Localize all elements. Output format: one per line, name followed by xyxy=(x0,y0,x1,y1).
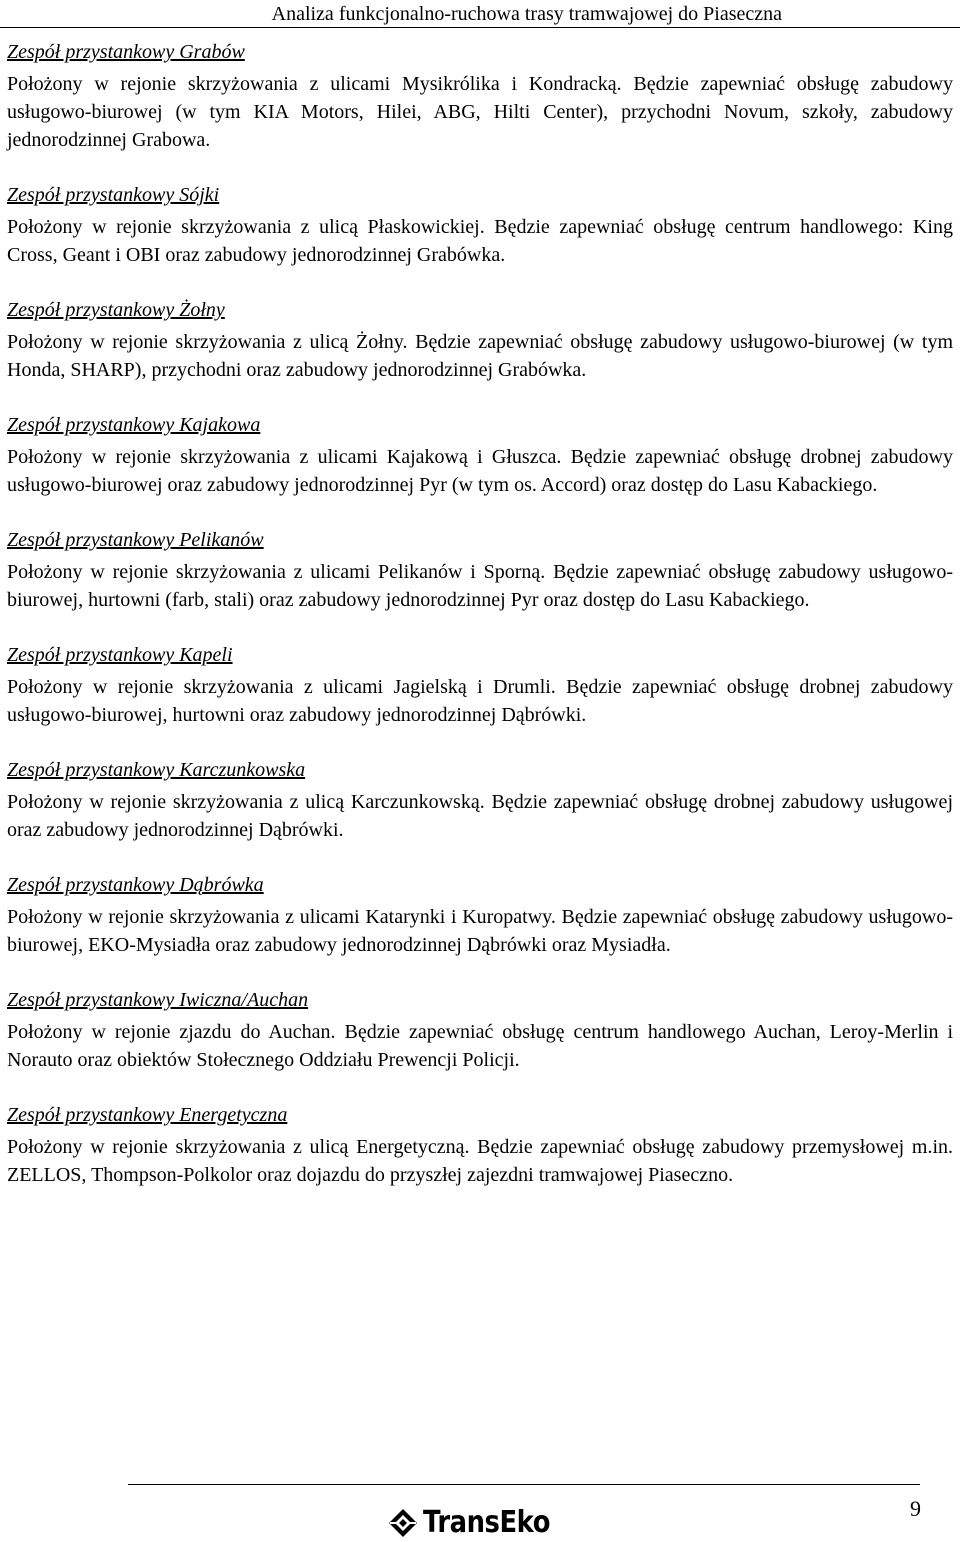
section-paragraph: Położony w rejonie skrzyżowania z ulicą Karczunkowską. Będzie zapewniać obsługę drobnej zabudowy usługowej oraz zabudowy jednorodzinnej Dąbrówki. xyxy=(7,791,953,841)
document-header-title: Analiza funkcjonalno-ruchowa trasy tramwajowej do Piaseczna xyxy=(271,3,782,25)
section-title: Zespół przystankowy Dąbrówka xyxy=(7,874,264,896)
section-paragraph: Położony w rejonie skrzyżowania z ulicami Pelikanów i Sporną. Będzie zapewniać obsługę zabudowy usługowo-biurowej, hurtowni (farb, stali) oraz zabudowy jednorodzinnej Pyr oraz dostęp do Lasu Kabackiego. xyxy=(7,561,953,611)
section-paragraph: Położony w rejonie skrzyżowania z ulicami Jagielską i Drumli. Będzie zapewniać obsługę drobnej zabudowy usługowo-biurowej, hurtowni oraz zabudowy jednorodzinnej Dąbrówki. xyxy=(7,676,953,726)
section-title: Zespół przystankowy Energetyczna xyxy=(7,1104,288,1126)
section-zolny xyxy=(7,296,953,384)
section-paragraph: Położony w rejonie skrzyżowania z ulicą Żołny. Będzie zapewniać obsługę zabudowy usługowo-biurowej (w tym Honda, SHARP), przychodni oraz zabudowy jednorodzinnej Grabówka. xyxy=(7,331,953,381)
transeko-logo xyxy=(388,1506,571,1540)
section-title: Zespół przystankowy Kapeli xyxy=(7,644,233,666)
section-energetyczna xyxy=(7,1101,953,1189)
section-title: Zespół przystankowy Żołny xyxy=(7,299,225,321)
section-dabrowka xyxy=(7,871,953,959)
section-paragraph: Położony w rejonie skrzyżowania z ulicami Mysikrólika i Kondracką. Będzie zapewniać obsługę zabudowy usługowo-biurowej (w tym KIA Motors, Hilei, ABG, Hilti Center), przychodni Novum, szkoły, zabudowy jednorodzinnej Grabowa. xyxy=(7,73,953,151)
page-header xyxy=(0,0,960,28)
section-title: Zespół przystankowy Iwiczna/Auchan xyxy=(7,989,309,1011)
footer-divider xyxy=(128,1484,920,1485)
transeko-logo-mark-icon xyxy=(388,1508,418,1538)
section-paragraph: Położony w rejonie skrzyżowania z ulicą Płaskowickiej. Będzie zapewniać obsługę centrum handlowego: King Cross, Geant i OBI oraz zabudowy jednorodzinnej Grabówka. xyxy=(7,216,953,266)
document-body xyxy=(7,38,953,1216)
section-paragraph: Położony w rejonie skrzyżowania z ulicami Katarynki i Kuropatwy. Będzie zapewniać obsługę zabudowy usługowo-biurowej, EKO-Mysiadła oraz zabudowy jednorodzinnej Dąbrówki oraz Mysiadła. xyxy=(7,906,953,956)
section-sojki xyxy=(7,181,953,269)
section-title: Zespół przystankowy Grabów xyxy=(7,41,245,63)
section-title: Zespół przystankowy Karczunkowska xyxy=(7,759,306,781)
section-karczunkowska xyxy=(7,756,953,844)
section-paragraph: Położony w rejonie skrzyżowania z ulicą Energetyczną. Będzie zapewniać obsługę zabudowy przemysłowej m.in. ZELLOS, Thompson-Polkolor oraz dojazdu do przyszłej zajezdni tramwajowej Piaseczno. xyxy=(7,1136,953,1186)
section-paragraph: Położony w rejonie zjazdu do Auchan. Będzie zapewniać obsługę centrum handlowego Auchan, Leroy-Merlin i Norauto oraz obiektów Stołecznego Oddziału Prewencji Policji. xyxy=(7,1021,953,1071)
section-pelikanow xyxy=(7,526,953,614)
section-title: Zespół przystankowy Pelikanów xyxy=(7,529,264,551)
section-kapeli xyxy=(7,641,953,729)
section-iwiczna-auchan xyxy=(7,986,953,1074)
page-number: 9 xyxy=(910,1496,921,1521)
section-title: Zespół przystankowy Kajakowa xyxy=(7,414,261,436)
header-divider xyxy=(0,27,960,28)
section-paragraph: Położony w rejonie skrzyżowania z ulicami Kajakową i Głuszca. Będzie zapewniać obsługę drobnej zabudowy usługowo-biurowej oraz zabudowy jednorodzinnej Pyr (w tym os. Accord) oraz dostęp do Lasu Kabackiego. xyxy=(7,446,953,496)
section-grabow xyxy=(7,38,953,154)
section-title: Zespół przystankowy Sójki xyxy=(7,184,220,206)
logo-text: TransEko xyxy=(423,1505,550,1540)
section-kajakowa xyxy=(7,411,953,499)
